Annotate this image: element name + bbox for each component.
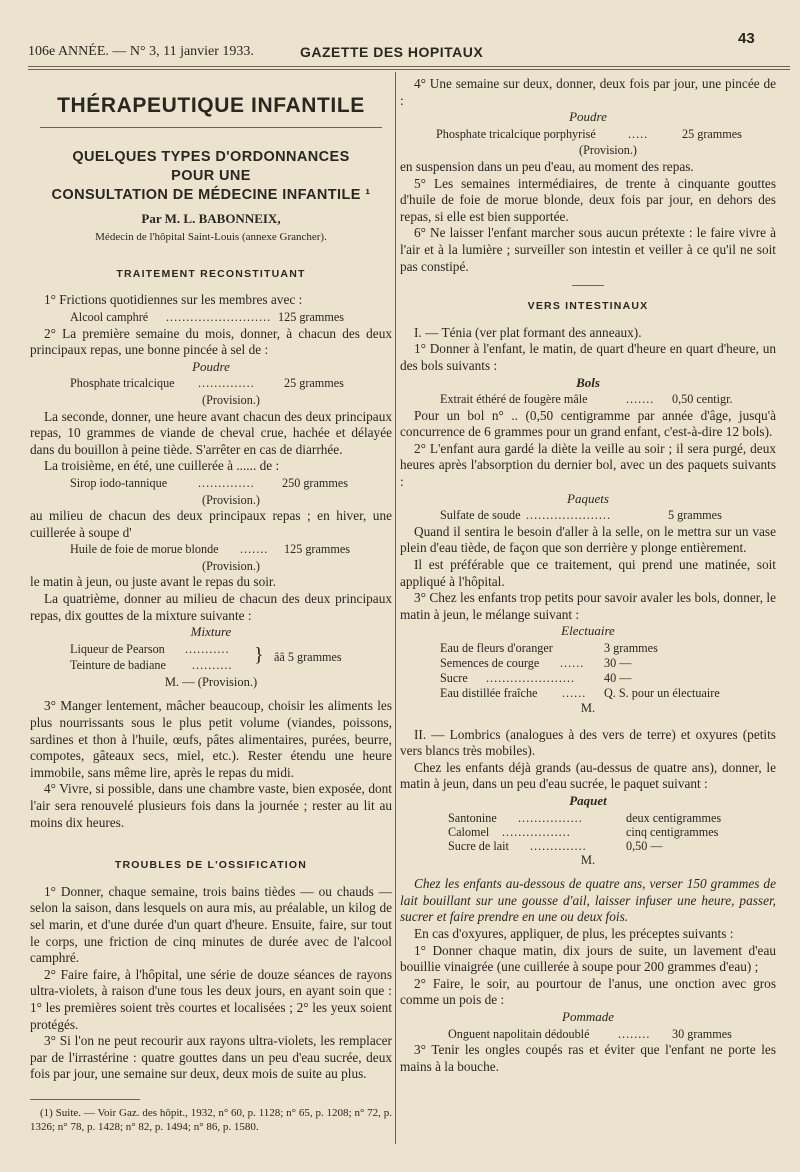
- provision-note: (Provision.): [202, 558, 260, 573]
- prescription-line: Onguent napolitain dédoublé ........ 30 grammes: [448, 1026, 732, 1041]
- subheading-reconstituant: TRAITEMENT RECONSTITUANT: [116, 267, 306, 280]
- rx-value: 250 grammes: [282, 475, 349, 490]
- paragraph: Il est préférable que ce traitement, qui prend une matinée, soit appliqué à l'hôpital.: [400, 557, 776, 589]
- prescription-line: Alcool camphré .......................... 125 grammes: [70, 309, 345, 324]
- rx-value: Q. S. pour un électuaire: [604, 686, 720, 700]
- rx-label: Onguent napolitain dédoublé: [448, 1026, 590, 1041]
- rx-label: Huile de foie de morue blonde: [70, 542, 219, 557]
- provision-note: (Provision.): [579, 143, 637, 158]
- form-heading: Paquet: [569, 792, 607, 808]
- rx-label: Sirop iodo-tannique: [70, 475, 168, 490]
- rx-label: Extrait éthéré de fougère mâle: [440, 392, 588, 407]
- rx-value: 25 grammes: [284, 376, 344, 391]
- rx-value: 0,50 centigr.: [672, 392, 733, 407]
- rx-label: Sulfate de soude: [440, 508, 521, 523]
- header-rule: [28, 66, 790, 67]
- paragraph: le matin à jeun, ou juste avant le repas du soir.: [30, 574, 276, 590]
- paragraph: 3° Manger lentement, mâcher beaucoup, choisir les aliments les plus nourrissants sous le plus petit volume (viandes, poissons, sardines et thon à l'huile, œufs, pâtes alimentaires, purées, beurre, compotes, gâteaux secs, miel, etc.). Rester étendu une heure immobile, sans même lire, après le repas du midi.: [30, 698, 392, 780]
- paragraph: 1° Frictions quotidiennes sur les membres avec :: [44, 292, 303, 308]
- mix-note: M. — (Provision.): [164, 674, 258, 689]
- article-title-line-1: QUELQUES TYPES D'ORDONNANCES: [72, 148, 350, 165]
- rx-label: Calomel: [448, 824, 490, 839]
- form-heading: Mixture: [190, 624, 232, 640]
- provision-note: (Provision.): [202, 392, 260, 407]
- rx-value: 125 grammes: [284, 542, 351, 557]
- form-heading: Poudre: [569, 109, 607, 125]
- prescription-line: Phosphate tricalcique porphyrisé ..... 25 grammes: [436, 126, 742, 141]
- article-title: [30, 148, 392, 205]
- prescription-line: Sulfate de soude ..................... 5 grammes: [440, 508, 722, 523]
- paragraph: en suspension dans un peu d'eau, au moment des repas.: [400, 158, 694, 174]
- section-rule: [40, 127, 382, 128]
- provision-note: (Provision.): [202, 492, 260, 507]
- paragraph: 3° Si l'on ne peut recourir aux rayons ultra-violets, les remplacer par de l'irrastérine : quatre gouttes dans un peu d'eau sucrée, deux fois par jour, une semaine sur deux, deux mois de suite au plus.: [30, 1033, 392, 1082]
- paragraph: 4° Une semaine sur deux, donner, deux fois par jour, une pincée de :: [400, 76, 776, 108]
- left-column: [30, 76, 392, 1144]
- right-column: [400, 76, 776, 1144]
- prescription-line: Sucre ...................... 40 —: [440, 671, 632, 685]
- prescription-line: Eau distillée fraîche ...... Q. S. pour un électuaire: [440, 686, 720, 700]
- journal-title: GAZETTE DES HOPITAUX: [300, 44, 484, 60]
- form-heading: Bols: [576, 374, 600, 390]
- paragraph: 2° L'enfant aura gardé la diète la veille au soir ; il sera purgé, deux heures après l'absorption du dernier bol, avec un des paquets suivants :: [400, 440, 776, 490]
- rx-label: Semences de courge: [440, 656, 540, 670]
- rx-value: cinq centigrammes: [626, 824, 719, 839]
- rx-label: Alcool camphré: [70, 309, 149, 324]
- mix-note: M.: [580, 701, 596, 715]
- paragraph: En cas d'oxyures, appliquer, de plus, les préceptes suivants :: [414, 925, 734, 941]
- form-heading: Pommade: [562, 1008, 614, 1024]
- paragraph: La troisième, en été, une cuillerée à ...... de :: [44, 458, 280, 474]
- article-title-line-2: POUR UNE: [171, 167, 251, 184]
- paragraph: 1° Donner chaque matin, dix jours de suite, un lavement d'eau bouillie vinaigrée (une cuillerée à soupe pour 200 grammes d'eau) ;: [400, 942, 776, 975]
- rx-label: Santonine: [448, 810, 497, 825]
- article-title-line-3: CONSULTATION DE MÉDECINE INFANTILE ¹: [51, 186, 371, 203]
- paragraph: 2° Faire, le soir, au pourtour de l'anus, une onction avec gros comme un pois de :: [400, 975, 776, 1008]
- rx-value: 25 grammes: [682, 126, 742, 141]
- paragraph: I. — Ténia (ver plat formant des anneaux).: [414, 324, 642, 340]
- paragraph: 4° Vivre, si possible, dans une chambre vaste, bien exposée, dont l'air sera renouvelé plusieurs fois dans la journée ; rester au lit au moins dix heures.: [30, 781, 392, 830]
- rx-value: 30 —: [604, 656, 632, 670]
- paragraph: La quatrième, donner au milieu de chacun des deux principaux repas, dix gouttes de la mixture suivante :: [30, 591, 392, 623]
- rx-label: Liqueur de Pearson: [70, 641, 165, 656]
- paragraph: Quand il sentira le besoin d'aller à la selle, on le mettra sur un vase plein d'eau tiède, de façon que son derrière y plonge entièrement.: [400, 523, 776, 556]
- rx-label: Eau de fleurs d'oranger: [440, 641, 553, 655]
- section-title: THÉRAPEUTIQUE INFANTILE: [57, 94, 365, 117]
- rx-value: 5 grammes: [668, 508, 722, 523]
- prescription-line: Huile de foie de morue blonde ....... 125 grammes: [70, 542, 351, 557]
- author-affiliation: Médecin de l'hôpital Saint-Louis (annexe Grancher).: [95, 231, 327, 244]
- page-number: 43: [738, 30, 755, 47]
- rx-label: Phosphate tricalcique porphyrisé: [436, 126, 596, 141]
- separator: [572, 285, 604, 286]
- rx-label: Sucre de lait: [448, 838, 509, 853]
- subheading-ossification: TROUBLES DE L'OSSIFICATION: [114, 859, 308, 872]
- prescription-line: Sucre de lait .............. 0,50 —: [448, 838, 663, 853]
- issue-line: 106e ANNÉE. — N° 3, 11 janvier 1933.: [28, 44, 254, 59]
- paragraph: Pour un bol n° .. (0,50 centigramme par année d'âge, jusqu'à concurrence de 6 grammes pour un grand enfant, c'est-à-dire 12 bols).: [400, 407, 776, 440]
- prescription-line: Phosphate tricalcique .............. 25 grammes: [70, 376, 344, 391]
- paragraph: 1° Donner, chaque semaine, trois bains tièdes — ou chauds — selon la saison, dans lesquels on aura mis, au préalable, un kilog de sel marin, et d'une durée d'un quart d'heure. Ensuite, faire, sur tout le corps, une friction de cinq minutes de durée avec de l'alcool camphré.: [30, 883, 392, 966]
- rx-value: 30 grammes: [672, 1026, 732, 1041]
- prescription-line: Sirop iodo-tannique .............. 250 grammes: [70, 475, 349, 490]
- paragraph: 3° Chez les enfants trop petits pour savoir avaler les bols, donner, le matin à jeun, le mélange suivant :: [400, 590, 776, 622]
- paragraph: 5° Les semaines intermédiaires, de trente à cinquante gouttes d'huile de foie de morue blonde, deux fois par jour, en dehors des repas, si elle est bien supportée.: [400, 175, 776, 224]
- paragraph: 6° Ne laisser l'enfant marcher sous aucun prétexte : le faire vivre à l'air et à la lumière ; surveiller son intestin et veiller à ce qu'il ne soit pas constipé.: [400, 225, 776, 274]
- footnote: (1) Suite. — Voir Gaz. des hôpit., 1932, n° 60, p. 1128; n° 65, p. 1208; n° 72, p. 1326; n° 78, p. 1428; n° 82, p. 1494; n° 86, p. 1580.: [30, 1106, 392, 1133]
- form-heading: Electuaire: [561, 623, 615, 639]
- header-rule-2: [28, 69, 790, 70]
- footnote-rule: [30, 1099, 140, 1100]
- rx-value: ââ 5 grammes: [274, 649, 342, 664]
- rx-value: deux centigrammes: [626, 810, 722, 825]
- paragraph: II. — Lombrics (analogues à des vers de terre) et oxyures (petits vers blancs très mobiles).: [400, 726, 776, 759]
- prescription-line: Calomel ................. cinq centigrammes: [448, 824, 719, 839]
- paragraph: 3° Tenir les ongles coupés ras et éviter que l'enfant ne porte les mains à la bouche.: [400, 1042, 776, 1074]
- rx-label: Teinture de badiane: [70, 657, 166, 672]
- paragraph: 2° La première semaine du mois, donner, à chacun des deux principaux repas, une bonne pincée à sel de :: [30, 325, 392, 358]
- prescription-line: Santonine ................ deux centigrammes: [448, 810, 722, 825]
- rx-label: Phosphate tricalcique: [70, 376, 175, 391]
- rx-value: 40 —: [604, 671, 632, 685]
- column-divider: [395, 72, 396, 1144]
- paragraph: 2° Faire faire, à l'hôpital, une série de douze séances de rayons ultra-violets, à raison d'une tous les deux jours, en ayant soin que : 1° les premières soient très courtes et localisées ; 2° les yeux soient protégés.: [30, 966, 392, 1032]
- paragraph: Chez les enfants au-dessous de quatre ans, verser 150 grammes de lait bouillant sur une gousse d'ail, laisser infuser une heure, passer, sucrer et faire prendre en une ou deux fois.: [400, 876, 776, 925]
- prescription-line: [400, 640, 776, 655]
- rx-label: Eau distillée fraîche: [440, 686, 538, 700]
- rx-value: 0,50 —: [626, 838, 663, 853]
- rx-value: 3 grammes: [604, 641, 658, 655]
- prescription-block: Liqueur de Pearson ........... Teinture de badiane .......... } ââ 5 grammes: [70, 641, 342, 672]
- form-heading: Poudre: [192, 358, 230, 374]
- rx-value: 125 grammes: [278, 309, 345, 324]
- paragraph: La seconde, donner, une heure avant chacun des deux principaux repas, 10 grammes de viande de cheval crue, hachée et délayée dans du bouillon à peine tiède. S'arrêter en cas de diarrhée.: [30, 408, 392, 457]
- form-heading: Paquets: [567, 490, 609, 506]
- paragraph: 1° Donner à l'enfant, le matin, de quart d'heure en quart d'heure, un des bols suivants :: [400, 341, 776, 373]
- subheading-vers: VERS INTESTINAUX: [527, 300, 649, 313]
- author: Par M. L. BABONNEIX,: [141, 210, 281, 226]
- prescription-line: Semences de courge ...... 30 —: [440, 656, 632, 670]
- paragraph: Chez les enfants déjà grands (au-dessus de quatre ans), donner, le matin à jeun, dans un peu d'eau sucrée, le paquet suivant :: [400, 759, 776, 792]
- rx-label: Sucre: [440, 671, 468, 685]
- paragraph: au milieu de chacun des deux principaux repas ; en hiver, une cuillerée à soupe d': [30, 508, 392, 540]
- mix-note: M.: [580, 852, 596, 867]
- prescription-line: Extrait éthéré de fougère mâle ....... 0,50 centigr.: [440, 392, 733, 407]
